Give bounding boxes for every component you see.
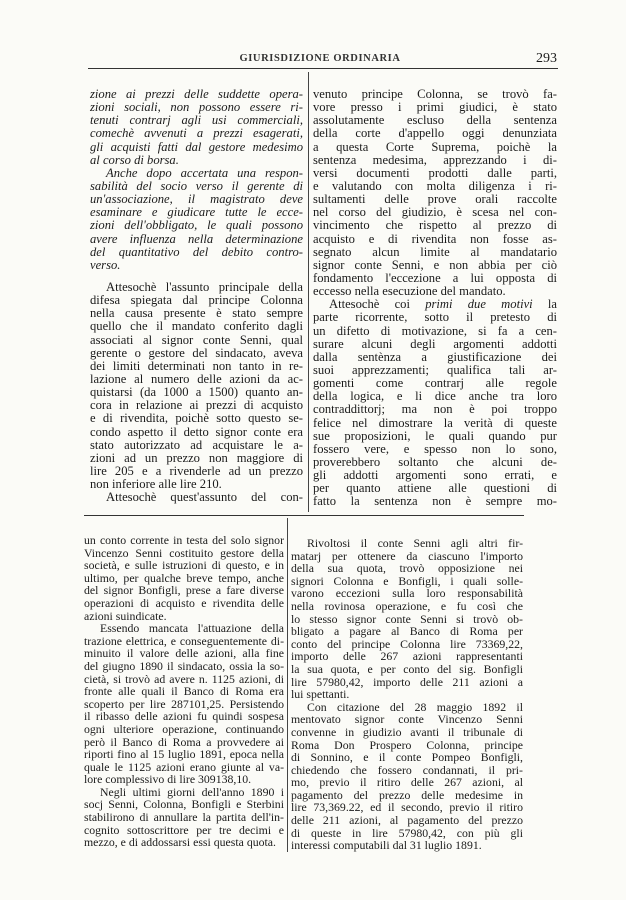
text-line: sentenza medesima, apprezzando i di- <box>313 152 557 167</box>
paragraph <box>84 786 284 849</box>
text-line: per quanto attiene alle questioni di <box>313 481 557 496</box>
text-line: lire 57980,42, importo delle 211 azioni a <box>291 674 523 689</box>
footnote-left-column <box>84 534 284 849</box>
text-line: scoperto per lire 287101,25. Persistendo <box>84 696 284 711</box>
text-line: interessi computabili dal 31 luglio 1891. <box>291 838 482 853</box>
text-line: e valutando con molta diligenza i ri- <box>313 178 557 193</box>
page-number: 293 <box>536 51 557 66</box>
text-line: dalla sentènza a giustificazione dei <box>313 349 557 364</box>
text-line: della corte d'appello oggi denunziata <box>313 126 557 141</box>
text-line: bligato a pagare al Banco di Roma per <box>291 624 523 639</box>
text-line: fondamento l'eccezione a lui opposta di <box>313 270 557 285</box>
paragraph <box>291 701 523 852</box>
text-line: stabilirono di annullare la partita dell'in- <box>84 810 284 825</box>
text-line: mo, previo il ritiro delle 267 azioni, al <box>291 775 523 790</box>
text-line: un difetto di motivazione, si fa a cen- <box>313 323 557 338</box>
footnote-right-column <box>291 537 523 852</box>
text-line: importo delle 267 azioni rappresentanti <box>291 649 523 664</box>
text-line: mezzo, e di addossarsi essi questa quota. <box>84 835 276 850</box>
text-line: proverebbero soltanto che alcuni de- <box>313 454 557 469</box>
text-line: del giugno 1890 il sindacato, ossia la so- <box>84 658 284 673</box>
text-line: signori Colonna e Bonfigli, i quali solle- <box>291 573 523 588</box>
paragraph <box>313 298 557 508</box>
text-line: il ribasso delle azioni fu quindi sospesa <box>84 709 284 724</box>
text-line: di Sonnino, e il conte Pompeo Bonfigli, <box>291 750 523 765</box>
text-line: contraddittorj; ma non è poi troppo <box>313 402 557 417</box>
text-line: dei limiti determinati non tanto in re- <box>90 358 303 373</box>
text-line: Roma Don Prospero Colonna, principe <box>291 737 523 752</box>
text-line: nel corso del giudizio, è scesa nel con- <box>313 205 557 220</box>
text-line: lui spettanti. <box>291 687 350 702</box>
text-line: di queste in lire 57980,42, con più gli <box>291 825 523 840</box>
text-line: zione ai prezzi delle suddette opera- <box>90 87 303 101</box>
text-line: cietà, si trovò ad avere n. 1125 azioni, di <box>84 671 284 686</box>
text-line: e di rivendita, poichè sotto questo se- <box>90 411 303 426</box>
text-line: però il Banco di Roma a provvedere ai <box>84 734 284 749</box>
paragraph <box>84 622 284 786</box>
text-line: lazione al numero delle azioni da ac- <box>90 371 303 386</box>
text-line: fossero vere, e spesso non lo sono, <box>313 441 557 456</box>
text-line: pagamento del prezzo delle medesime in <box>291 787 523 802</box>
text-line: nella rovinosa operazione, e fu così che <box>291 598 523 613</box>
text-line: convenne in giudizio avanti il tribunale di <box>291 724 523 739</box>
text-line: sabilità del socio verso il gerente di <box>90 178 303 193</box>
main-text-left-column <box>90 88 303 504</box>
text-line: gerente o gestore del sindacato, aveva <box>90 345 303 360</box>
paragraph <box>291 537 523 701</box>
text-line: vincimento che rispetto al prezzo di <box>313 218 557 233</box>
text-line: nella causa presente è stato sempre <box>90 306 303 321</box>
text-line: assolutamente escluso della sentenza <box>313 113 557 128</box>
text-segment: Attesochè coi <box>329 297 426 312</box>
text-line: gli acquisti fatti dal gestore medesimo <box>90 139 303 154</box>
paragraph <box>90 167 303 272</box>
text-line: tenuti contrarj agli usi commerciali, <box>90 113 303 128</box>
text-line: quistarsi (da 1000 a 1500) quanto an- <box>90 385 303 400</box>
emphasized-text: primi due motivi <box>425 297 533 312</box>
text-line: matarj per ottenere da ciascuno l'importo <box>291 548 523 563</box>
text-line: Anche dopo accertata una respon- <box>106 165 303 180</box>
footnote-separator-rule <box>84 515 524 516</box>
text-line: suoi apprezzamenti; qualifica tali ar- <box>313 362 557 377</box>
text-line: avere influenza nella determinazione <box>90 231 303 246</box>
text-line: segnato alcun limite al mandatario <box>313 244 557 259</box>
text-line: ultimo, per qualche breve tempo, anche <box>84 570 284 585</box>
text-line: lire 205 e a rivenderle ad un prezzo <box>90 463 303 478</box>
text-line: Vincenzo Senni costituito gestore della <box>84 545 284 560</box>
text-line: chiedendo che fossero condannati, il pri- <box>291 762 523 777</box>
text-line: conto del principe Colonna lire 73369,22, <box>291 636 523 651</box>
paragraph <box>84 534 284 622</box>
text-line: zioni dell'obbligato, le quali possono <box>90 218 303 233</box>
text-line: del quantitativo del debito contro- <box>90 244 303 259</box>
text-line: signor conte Senni, e non abbia per ciò <box>313 257 557 272</box>
text-line: Negli ultimi giorni dell'anno 1890 i <box>100 784 284 799</box>
text-line: venuto principe Colonna, se trovò fa- <box>313 87 557 101</box>
text-line: quello che il mandato conferito dagli <box>90 319 303 334</box>
text-line: Attesochè l'assunto principale della <box>106 279 303 294</box>
text-line: operazioni di acquisto e rivendita delle <box>84 595 284 610</box>
text-line: un conto corrente in testa del solo signor <box>84 533 284 547</box>
text-line: zioni sociali, non possono essere ri- <box>90 100 303 115</box>
text-line: a questa Corte Suprema, poichè la <box>313 139 557 154</box>
text-line: fronte alle quali il Banco di Roma era <box>84 684 284 699</box>
text-line: felice nel dimostrare la verità di queste <box>313 415 557 430</box>
text-line: Essendo mancata l'attuazione della <box>100 621 284 636</box>
column-divider-top <box>308 72 309 512</box>
text-line: azioni suindicate. <box>84 608 167 623</box>
text-line: stato autorizzato ad acquistare le a- <box>90 437 303 452</box>
running-header-title: GIURISDIZIONE ORDINARIA <box>239 53 401 64</box>
text-line: verso. <box>90 257 121 272</box>
paragraph <box>90 491 303 504</box>
text-line: gomenti come contrarj alle regole <box>313 376 557 391</box>
text-line: socj Senni, Colonna, Bonfigli e Sterbini <box>84 797 284 812</box>
paragraph <box>90 281 303 491</box>
column-divider-bottom <box>287 518 288 852</box>
text-line: riporti fino al 15 luglio 1891, epoca nella <box>84 747 284 762</box>
text-line: sultamenti delle prove orali raccolte <box>313 192 557 207</box>
text-line: comechè avvenuti a prezzi esagerati, <box>90 126 303 141</box>
text-line: cora in relazione ai prezzi di acquisto <box>90 398 303 413</box>
text-line: un'associazione, il magistrato deve <box>90 192 303 207</box>
text-line: gli addotti argomenti sono errati, e <box>313 468 557 483</box>
text-line: cognito sottoscrittore per tre decimi e <box>84 822 284 837</box>
paragraph <box>313 88 557 298</box>
text-line: trazione elettrica, e conseguentemente di- <box>84 633 284 648</box>
text-line: esaminare e giudicare tutte le ecce- <box>90 205 303 220</box>
text-line: lo stesso signor conte Senni si trovò ob- <box>291 611 523 626</box>
text-line: fatto la sentenza non è sempre mo- <box>313 494 557 509</box>
text-line: vore presso i primi giudici, è stato <box>313 100 557 115</box>
text-line: Attesochè quest'assunto del con- <box>106 490 303 505</box>
text-line: del signor Bonfigli, prese a fare diverse <box>84 583 284 598</box>
text-line: Rivoltosi il conte Senni agli altri fir- <box>307 536 523 550</box>
text-line: parte ricorrente, sotto il pretesto di <box>313 310 557 325</box>
text-segment: la <box>532 297 557 312</box>
header-rule <box>88 68 558 69</box>
text-line: della logica, e li dice anche tra loro <box>313 389 557 404</box>
text-line: acquisto e di rivendita non fosse as- <box>313 231 557 246</box>
text-line: della sua quota, trovò opposizione nei <box>291 561 523 576</box>
text-line: eccesso nella esecuzione del mandato. <box>313 284 506 299</box>
text-line: lore complessivo di lire 309138,10. <box>84 772 252 787</box>
text-line: Con citazione del 28 maggio 1892 il <box>307 699 523 714</box>
text-line: al corso di borsa. <box>90 152 179 167</box>
text-line: surare alcuni degli argomenti addotti <box>313 336 557 351</box>
paragraph <box>90 88 303 167</box>
text-line: delle 211 azioni, al pagamento del prezzo <box>291 813 523 828</box>
text-line: zioni ad un prezzo non maggiore di <box>90 450 303 465</box>
text-line: non inferiore alle lire 210. <box>90 477 222 492</box>
text-line: associati al signor conte Senni, qual <box>90 332 303 347</box>
text-line: varono eccezioni sulla loro responsabilità <box>291 586 523 601</box>
text-line: minuito il valore delle azioni, alla fine <box>84 646 284 661</box>
text-line: condo aspetto il detto signor conte era <box>90 424 303 439</box>
text-line: lire 73,369.22, ed il secondo, previo il ritiro <box>291 800 523 815</box>
text-line: difesa spiegata dal principe Colonna <box>90 293 303 308</box>
text-line: mentovato signor conte Vincenzo Senni <box>291 712 523 727</box>
text-line: società, e sulle istruzioni di questo, e in <box>84 558 284 573</box>
text-line: versi documenti prodotti dalle parti, <box>313 165 557 180</box>
text-line: sue proposizioni, le quali quando pur <box>313 428 557 443</box>
text-line: quale le 1125 azioni erano giunte al va- <box>84 759 284 774</box>
text-line: la sua quota, e per conto del sig. Bonfigli <box>291 661 523 676</box>
main-text-right-column <box>313 88 557 509</box>
text-line: ogni ulteriore operazione, continuando <box>84 721 284 736</box>
